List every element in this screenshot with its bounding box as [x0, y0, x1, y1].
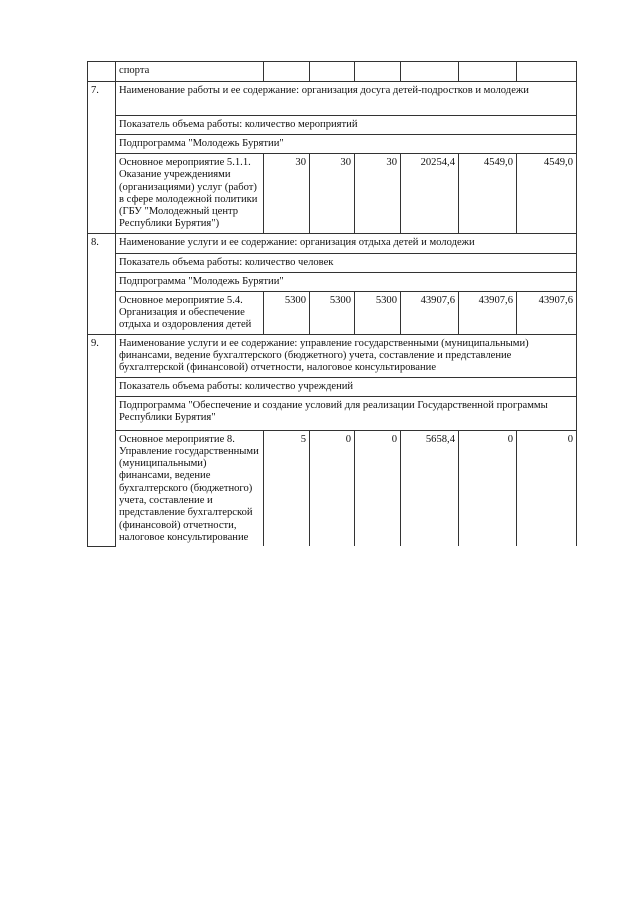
- measure-text: Основное мероприятие 5.1.1. Оказание учреждениями (организациями) услуг (работ) в сфере молодежной политики (ГБУ "Молодежный центр Республики Бурятия"): [116, 154, 264, 234]
- section-8-indicator-row: [88, 253, 577, 272]
- value-cell: 5300: [264, 291, 310, 334]
- section-9-measure-row: [88, 430, 577, 546]
- section-9-indicator-row: [88, 377, 577, 396]
- continued-text: спорта: [116, 62, 264, 82]
- value-cell: 20254,4: [401, 154, 459, 234]
- indicator-text: Показатель объема работы: количество учреждений: [116, 377, 577, 396]
- value-cell: 30: [355, 154, 401, 234]
- continued-row: [88, 62, 577, 82]
- section-title: Наименование работы и ее содержание: организация досуга детей-подростков и молодежи: [116, 82, 577, 116]
- value-cell: 43907,6: [459, 291, 517, 334]
- subprogram-text: Подпрограмма "Молодежь Бурятии": [116, 135, 577, 154]
- section-index: 9.: [88, 334, 116, 546]
- measure-text: Основное мероприятие 8. Управление государственными (муниципальными) финансами, ведение бухгалтерского (бюджетного) учета, составление и представление бухгалтерской (финансовой) отчетности, налоговое консультирование: [116, 430, 264, 546]
- value-cell: 0: [355, 430, 401, 546]
- measure-text: Основное мероприятие 5.4. Организация и обеспечение отдыха и оздоровления детей: [116, 291, 264, 334]
- value-cell: 5300: [355, 291, 401, 334]
- value-cell: 0: [459, 430, 517, 546]
- section-8-measure-row: [88, 291, 577, 334]
- indicators-table: [87, 61, 577, 547]
- value-cell: [459, 62, 517, 82]
- section-9-title-row: [88, 334, 577, 377]
- subprogram-text: Подпрограмма "Молодежь Бурятии": [116, 272, 577, 291]
- indicator-text: Показатель объема работы: количество человек: [116, 253, 577, 272]
- section-8-title-row: [88, 233, 577, 253]
- value-cell: [401, 62, 459, 82]
- section-9-subprogram-row: [88, 396, 577, 430]
- index-cell: [88, 62, 116, 82]
- value-cell: [517, 62, 577, 82]
- value-cell: 5: [264, 430, 310, 546]
- section-index: 7.: [88, 82, 116, 234]
- value-cell: 30: [264, 154, 310, 234]
- section-index: 8.: [88, 233, 116, 334]
- value-cell: 0: [310, 430, 355, 546]
- value-cell: 43907,6: [401, 291, 459, 334]
- section-7-subprogram-row: [88, 135, 577, 154]
- value-cell: 5300: [310, 291, 355, 334]
- section-7-measure-row: [88, 154, 577, 234]
- value-cell: [310, 62, 355, 82]
- section-7-title-row: [88, 82, 577, 116]
- value-cell: 5658,4: [401, 430, 459, 546]
- value-cell: 43907,6: [517, 291, 577, 334]
- section-7-indicator-row: [88, 116, 577, 135]
- value-cell: 0: [517, 430, 577, 546]
- subprogram-text: Подпрограмма "Обеспечение и создание условий для реализации Государственной программы Республики Бурятия": [116, 396, 577, 430]
- section-title: Наименование услуги и ее содержание: организация отдыха детей и молодежи: [116, 233, 577, 253]
- value-cell: 4549,0: [517, 154, 577, 234]
- value-cell: [355, 62, 401, 82]
- value-cell: 30: [310, 154, 355, 234]
- indicator-text: Показатель объема работы: количество мероприятий: [116, 116, 577, 135]
- value-cell: [264, 62, 310, 82]
- section-8-subprogram-row: [88, 272, 577, 291]
- value-cell: 4549,0: [459, 154, 517, 234]
- section-title: Наименование услуги и ее содержание: управление государственными (муниципальными) финансами, ведение бухгалтерского (бюджетного) учета, составление и представление бухгалтерской (финансовой) отчетности, налоговое консультирование: [116, 334, 577, 377]
